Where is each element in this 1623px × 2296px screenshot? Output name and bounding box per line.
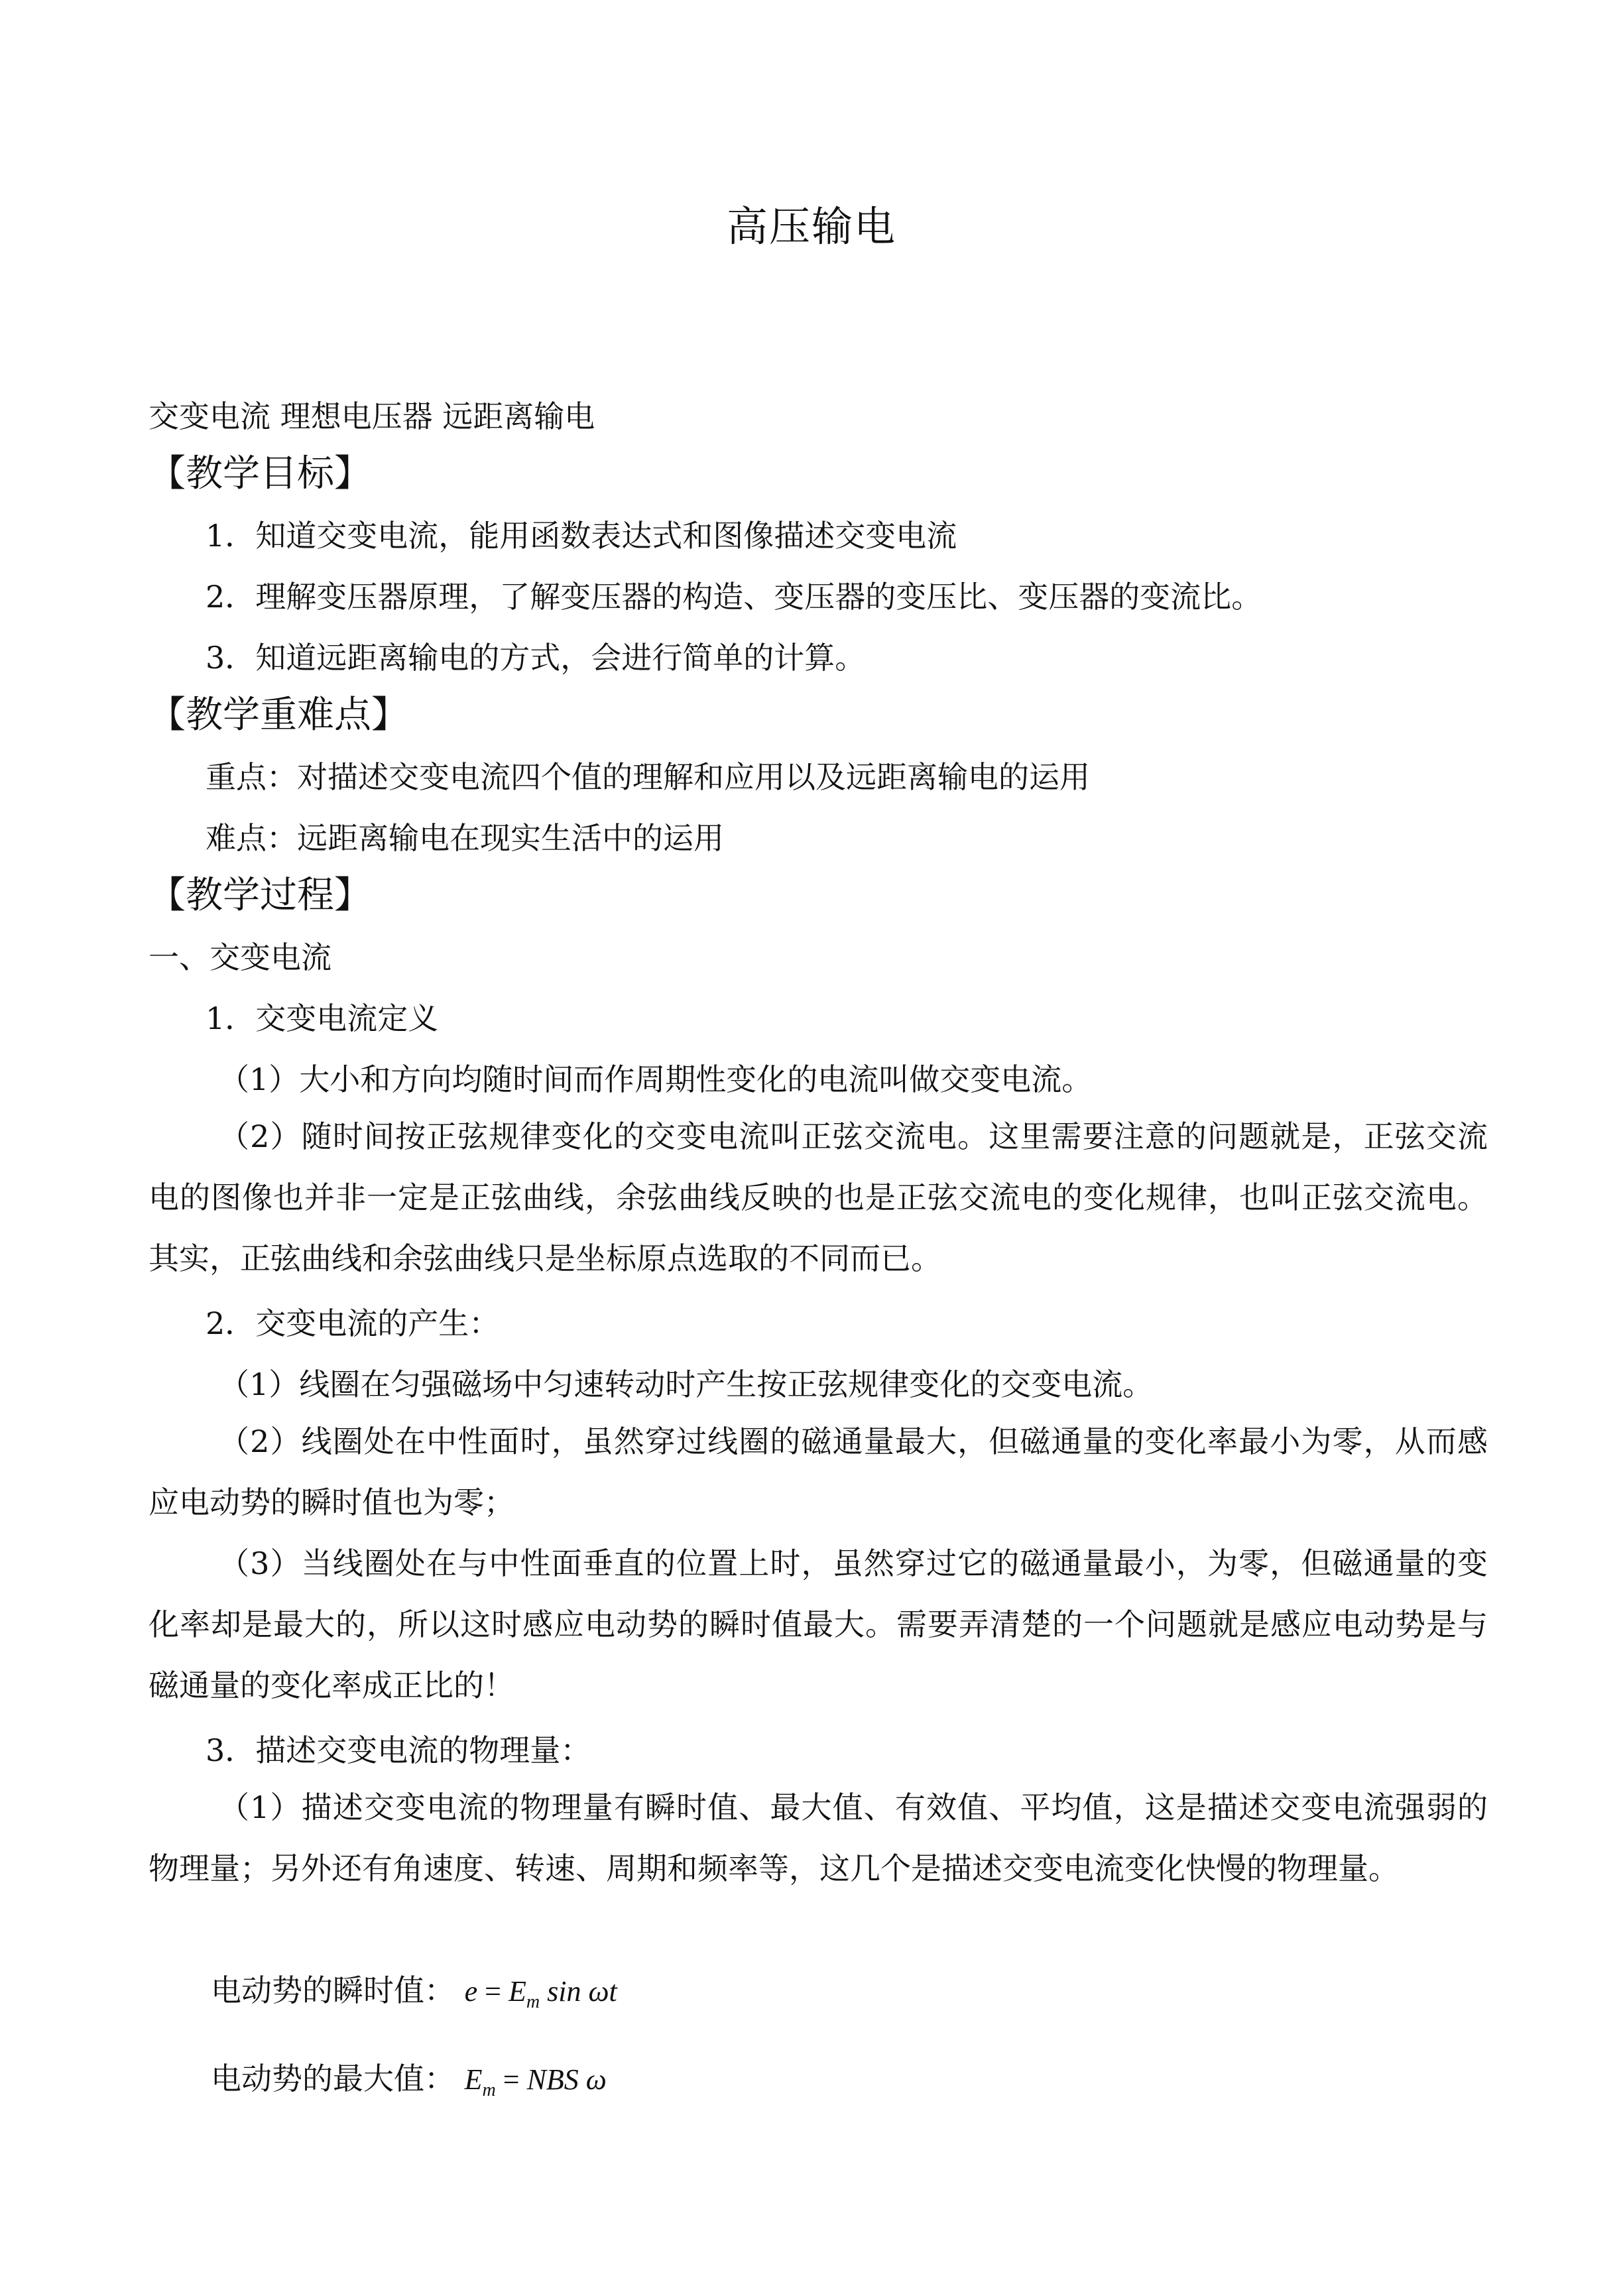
formula-maximum-label: 电动势的最大值：	[211, 2061, 455, 2096]
keypoints-heading: 【教学重难点】	[149, 694, 408, 737]
generation-para-2: （2）线圈处在中性面时，虽然穿过线圈的磁通量最大，但磁通量的变化率最小为零，从而感应电动势的瞬时值也为零；	[149, 1423, 1488, 1520]
page-title: 高压输电	[726, 202, 896, 251]
formula-maximum	[211, 2059, 607, 2110]
formula-maximum-expression: $E_m$ = NBS ω	[464, 2063, 607, 2100]
goal-item-2: 2．理解变压器原理，了解变压器的构造、变压器的变压比、变压器的变流比。	[206, 579, 1262, 615]
process-heading: 【教学过程】	[149, 874, 371, 917]
keywords: 交变电流 理想电压器 远距离输电	[149, 398, 595, 434]
formula-instantaneous	[211, 1971, 617, 2022]
formula-instantaneous-expression: $e = E_m$ sin ωt	[464, 1975, 617, 2012]
definition-para-1: （1）大小和方向均随时间而作周期性变化的电流叫做交变电流。	[219, 1061, 1093, 1097]
difficult-point: 难点：远距离输电在现实生活中的运用	[206, 820, 724, 856]
goal-item-1: 1．知道交变电流，能用函数表达式和图像描述交变电流	[206, 518, 957, 554]
subsection-1-title: 1．交变电流定义	[206, 1000, 439, 1036]
generation-para-3: （3）当线圈处在与中性面垂直的位置上时，虽然穿过它的磁通量最小，为零，但磁通量的变化率却是最大的，所以这时感应电动势的瞬时值最大。需要弄清楚的一个问题就是感应电动势是与磁通量的变化率成正比的！	[149, 1545, 1488, 1703]
key-point: 重点：对描述交变电流四个值的理解和应用以及远距离输电的运用	[206, 759, 1090, 795]
subsection-3-title: 3．描述交变电流的物理量：	[206, 1732, 591, 1768]
section-1-title: 一、交变电流	[149, 939, 331, 975]
definition-para-2: （2）随时间按正弦规律变化的交变电流叫正弦交流电。这里需要注意的问题就是，正弦交流电的图像也并非一定是正弦曲线，余弦曲线反映的也是正弦交流电的变化规律，也叫正弦交流电。其实，正弦曲线和余弦曲线只是坐标原点选取的不同而已。	[149, 1118, 1488, 1276]
goals-heading: 【教学目标】	[149, 452, 371, 495]
subsection-2-title: 2．交变电流的产生：	[206, 1305, 500, 1341]
generation-para-1: （1）线圈在匀强磁场中匀速转动时产生按正弦规律变化的交变电流。	[219, 1366, 1154, 1402]
quantities-para: （1）描述交变电流的物理量有瞬时值、最大值、有效值、平均值，这是描述交变电流强弱的物理量；另外还有角速度、转速、周期和频率等，这几个是描述交变电流变化快慢的物理量。	[149, 1789, 1488, 1886]
goal-item-3: 3．知道远距离输电的方式，会进行简单的计算。	[206, 640, 866, 676]
formula-instantaneous-label: 电动势的瞬时值：	[211, 1972, 455, 2008]
